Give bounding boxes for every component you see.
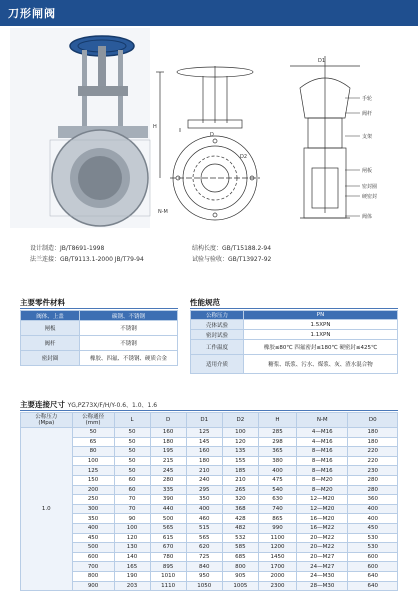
table-cell: 400 xyxy=(186,504,222,514)
table-row: 壳体试验 1.5XPN xyxy=(191,320,398,330)
materials-rule xyxy=(20,308,178,309)
table-cell: 350 xyxy=(186,495,222,505)
pressure-cell: 1.0 xyxy=(21,428,73,591)
column-header-nm: N-M xyxy=(297,413,348,428)
label-bracket: 支架 xyxy=(362,134,373,140)
table-cell: 460 xyxy=(186,514,222,524)
table-row xyxy=(21,533,398,543)
table-cell: 210 xyxy=(186,466,222,476)
table-row: 工作温度 橡胶≤80℃ 四氟密封≤180℃ 硬密封≤425℃ xyxy=(191,340,398,355)
table-cell: 428 xyxy=(222,514,258,524)
label-gate: 闸板 xyxy=(362,168,373,174)
table-cell: 1100 xyxy=(258,533,296,543)
table-cell: 700 xyxy=(72,562,114,572)
table-cell: 20—M22 xyxy=(297,543,348,553)
table-cell: 380 xyxy=(258,456,296,466)
table-cell: 65 xyxy=(72,437,114,447)
table-cell: 950 xyxy=(186,571,222,581)
page-title: 刀形闸阀 xyxy=(8,7,56,20)
valve-photo xyxy=(10,28,150,228)
table-cell: 585 xyxy=(222,543,258,553)
table-cell: 265 xyxy=(222,485,258,495)
table-cell: 120 xyxy=(222,437,258,447)
table-row xyxy=(21,552,398,562)
dim-d1: D1 xyxy=(318,58,326,64)
table-cell: 20—M27 xyxy=(297,552,348,562)
table-cell: 900 xyxy=(72,581,114,591)
table-cell: 440 xyxy=(150,504,186,514)
dim-h: H xyxy=(153,124,157,130)
table-row xyxy=(21,495,398,505)
table-cell: 1110 xyxy=(150,581,186,591)
table-cell: 185 xyxy=(222,466,258,476)
column-header-pressure: 公称压力 (Mpa) xyxy=(21,413,73,428)
table-row xyxy=(21,514,398,524)
table-cell: 50 xyxy=(114,466,150,476)
performance-header-label: 公称压力 xyxy=(191,311,244,320)
table-row xyxy=(21,562,398,572)
table-cell: 565 xyxy=(150,523,186,533)
table-row xyxy=(21,437,398,447)
table-cell: 180 xyxy=(348,437,398,447)
table-row: 阀杆 不锈钢 xyxy=(21,336,178,351)
table-cell: 500 xyxy=(72,543,114,553)
table-row: 闸板 不锈钢 xyxy=(21,321,178,336)
table-cell: 298 xyxy=(258,437,296,447)
table-cell: 400 xyxy=(258,466,296,476)
standard-length: 结构长度：GB/T15188.2-94 xyxy=(192,245,272,252)
table-cell: 125 xyxy=(186,428,222,438)
table-cell: 740 xyxy=(258,504,296,514)
table-row xyxy=(21,428,398,438)
table-cell: 130 xyxy=(114,543,150,553)
table-cell: 532 xyxy=(222,533,258,543)
table-cell: 540 xyxy=(258,485,296,495)
table-row xyxy=(21,523,398,533)
table-cell: 685 xyxy=(222,552,258,562)
table-cell: 100 xyxy=(72,456,114,466)
label-handwheel: 手轮 xyxy=(362,96,373,102)
table-row: 密封圈 橡胶、四氟、不锈钢、硬质合金 xyxy=(21,351,178,366)
table-cell: 865 xyxy=(258,514,296,524)
table-cell: 450 xyxy=(348,523,398,533)
materials-title: 主要零件材料 xyxy=(20,298,65,307)
materials-header-part: 阀体、上盖 xyxy=(21,311,80,321)
label-hard-seal: 硬密封 xyxy=(362,194,378,200)
table-cell: 285 xyxy=(258,428,296,438)
column-header-d0: D0 xyxy=(348,413,398,428)
table-row xyxy=(21,447,398,457)
table-cell: 482 xyxy=(222,523,258,533)
table-cell: 210 xyxy=(222,475,258,485)
table-cell: 8—M16 xyxy=(297,466,348,476)
dim-d2: D2 xyxy=(240,154,248,160)
table-cell: 280 xyxy=(348,485,398,495)
table-cell: 475 xyxy=(258,475,296,485)
table-cell: 50 xyxy=(114,437,150,447)
table-cell: 320 xyxy=(222,495,258,505)
table-cell: 630 xyxy=(258,495,296,505)
table-cell: 600 xyxy=(348,552,398,562)
table-cell: 165 xyxy=(114,562,150,572)
table-row xyxy=(21,581,398,591)
table-row xyxy=(21,466,398,476)
table-cell: 160 xyxy=(186,447,222,457)
table-cell: 565 xyxy=(186,533,222,543)
table-cell: 725 xyxy=(186,552,222,562)
dim-nm: N-M xyxy=(158,209,168,215)
table-cell: 230 xyxy=(348,466,398,476)
table-cell: 800 xyxy=(222,562,258,572)
table-cell: 1700 xyxy=(258,562,296,572)
standard-design: 设计制造：JB/T8691-1998 xyxy=(30,245,105,252)
table-row: 密封试验 1.1XPN xyxy=(191,330,398,340)
table-cell: 1050 xyxy=(186,581,222,591)
label-body: 阀体 xyxy=(362,214,373,220)
table-cell: 905 xyxy=(222,571,258,581)
table-cell: 140 xyxy=(114,552,150,562)
table-cell: 60 xyxy=(114,485,150,495)
table-cell: 400 xyxy=(348,504,398,514)
table-cell: 215 xyxy=(150,456,186,466)
table-cell: 360 xyxy=(348,495,398,505)
table-cell: 8—M16 xyxy=(297,456,348,466)
table-cell: 300 xyxy=(72,504,114,514)
table-cell: 1450 xyxy=(258,552,296,562)
table-cell: 530 xyxy=(348,533,398,543)
table-cell: 1010 xyxy=(150,571,186,581)
performance-header-value: PN xyxy=(244,311,398,320)
table-cell: 280 xyxy=(348,475,398,485)
table-row xyxy=(21,456,398,466)
table-cell: 295 xyxy=(186,485,222,495)
connection-title-text: 主要连接尺寸 xyxy=(20,400,65,409)
column-header-d2: D2 xyxy=(222,413,258,428)
front-view xyxy=(156,66,260,220)
standard-test: 试验与验收：GB/T13927-92 xyxy=(192,256,272,263)
materials-header-material: 碳钢、不锈钢 xyxy=(80,311,178,321)
table-cell: 840 xyxy=(186,562,222,572)
table-row xyxy=(21,571,398,581)
side-view xyxy=(290,56,360,218)
table-cell: 670 xyxy=(150,543,186,553)
table-cell: 800 xyxy=(72,571,114,581)
table-cell: 640 xyxy=(348,581,398,591)
table-cell: 615 xyxy=(150,533,186,543)
table-cell: 70 xyxy=(114,504,150,514)
table-cell: 50 xyxy=(114,447,150,457)
table-cell: 100 xyxy=(222,428,258,438)
table-cell: 2300 xyxy=(258,581,296,591)
table-cell: 180 xyxy=(150,437,186,447)
table-cell: 195 xyxy=(150,447,186,457)
table-cell: 780 xyxy=(150,552,186,562)
table-cell: 335 xyxy=(150,485,186,495)
table-cell: 600 xyxy=(72,552,114,562)
table-cell: 24—M27 xyxy=(297,562,348,572)
table-cell: 160 xyxy=(150,428,186,438)
table-cell: 100 xyxy=(114,523,150,533)
table-cell: 220 xyxy=(348,447,398,457)
dim-d: D xyxy=(210,132,214,138)
table-cell: 500 xyxy=(150,514,186,524)
table-cell: 400 xyxy=(72,523,114,533)
table-cell: 50 xyxy=(72,428,114,438)
table-cell: 12—M20 xyxy=(297,504,348,514)
table-cell: 20—M22 xyxy=(297,533,348,543)
table-cell: 4—M16 xyxy=(297,428,348,438)
table-cell: 16—M22 xyxy=(297,523,348,533)
table-cell: 16—M20 xyxy=(297,514,348,524)
table-cell: 135 xyxy=(222,447,258,457)
table-cell: 200 xyxy=(72,485,114,495)
table-cell: 600 xyxy=(348,562,398,572)
table-cell: 280 xyxy=(150,475,186,485)
table-cell: 50 xyxy=(114,456,150,466)
table-cell: 90 xyxy=(114,514,150,524)
table-cell: 1005 xyxy=(222,581,258,591)
connection-table xyxy=(20,412,398,591)
table-cell: 8—M20 xyxy=(297,485,348,495)
label-stem: 阀杆 xyxy=(362,111,373,117)
table-cell: 640 xyxy=(348,571,398,581)
performance-title: 性能规范 xyxy=(190,298,220,307)
table-cell: 390 xyxy=(150,495,186,505)
table-cell: 4—M16 xyxy=(297,437,348,447)
standard-flange: 法兰连接：GB/T9113.1-2000 JB/T79-94 xyxy=(30,256,144,263)
table-cell: 1200 xyxy=(258,543,296,553)
table-cell: 368 xyxy=(222,504,258,514)
table-cell: 190 xyxy=(114,571,150,581)
page-header xyxy=(0,0,418,26)
table-cell: 50 xyxy=(114,428,150,438)
column-header-d1: D1 xyxy=(186,413,222,428)
table-cell: 203 xyxy=(114,581,150,591)
column-header-l: L xyxy=(114,413,150,428)
table-cell: 180 xyxy=(348,428,398,438)
label-seal-ring: 密封圈 xyxy=(362,184,378,190)
table-row: 适用介质 糖浆、纸浆、污水、煤浆、灰、渣水混合物 xyxy=(191,355,398,374)
column-header-d: D xyxy=(150,413,186,428)
column-header-h: H xyxy=(258,413,296,428)
table-cell: 220 xyxy=(348,456,398,466)
table-cell: 120 xyxy=(114,533,150,543)
valve-drawing xyxy=(0,28,418,233)
table-cell: 60 xyxy=(114,475,150,485)
column-header-diameter: 公称通径 (mm) xyxy=(72,413,114,428)
connection-subtitle: YG,PZ73X/F/H/Y-0.6、1.0、1.6 xyxy=(67,402,158,409)
table-cell: 2000 xyxy=(258,571,296,581)
table-cell: 350 xyxy=(72,514,114,524)
table-cell: 250 xyxy=(72,495,114,505)
table-cell: 990 xyxy=(258,523,296,533)
table-cell: 515 xyxy=(186,523,222,533)
table-cell: 180 xyxy=(186,456,222,466)
table-cell: 145 xyxy=(186,437,222,447)
table-cell: 450 xyxy=(72,533,114,543)
performance-table xyxy=(190,310,398,374)
table-cell: 125 xyxy=(72,466,114,476)
table-cell: 245 xyxy=(150,466,186,476)
table-cell: 80 xyxy=(72,447,114,457)
table-row xyxy=(21,543,398,553)
table-row xyxy=(21,504,398,514)
table-cell: 620 xyxy=(186,543,222,553)
table-cell: 895 xyxy=(150,562,186,572)
connection-rule xyxy=(20,410,398,411)
table-cell: 365 xyxy=(258,447,296,457)
table-cell: 8—M16 xyxy=(297,447,348,457)
connection-title xyxy=(20,399,157,410)
performance-rule xyxy=(190,308,398,309)
table-cell: 530 xyxy=(348,543,398,553)
table-cell: 12—M20 xyxy=(297,495,348,505)
table-row xyxy=(21,475,398,485)
table-cell: 155 xyxy=(222,456,258,466)
table-cell: 28—M30 xyxy=(297,581,348,591)
table-cell: 240 xyxy=(186,475,222,485)
table-cell: 24—M30 xyxy=(297,571,348,581)
materials-table xyxy=(20,310,178,366)
table-cell: 70 xyxy=(114,495,150,505)
table-row xyxy=(21,485,398,495)
table-cell: 8—M20 xyxy=(297,475,348,485)
table-cell: 150 xyxy=(72,475,114,485)
table-cell: 400 xyxy=(348,514,398,524)
